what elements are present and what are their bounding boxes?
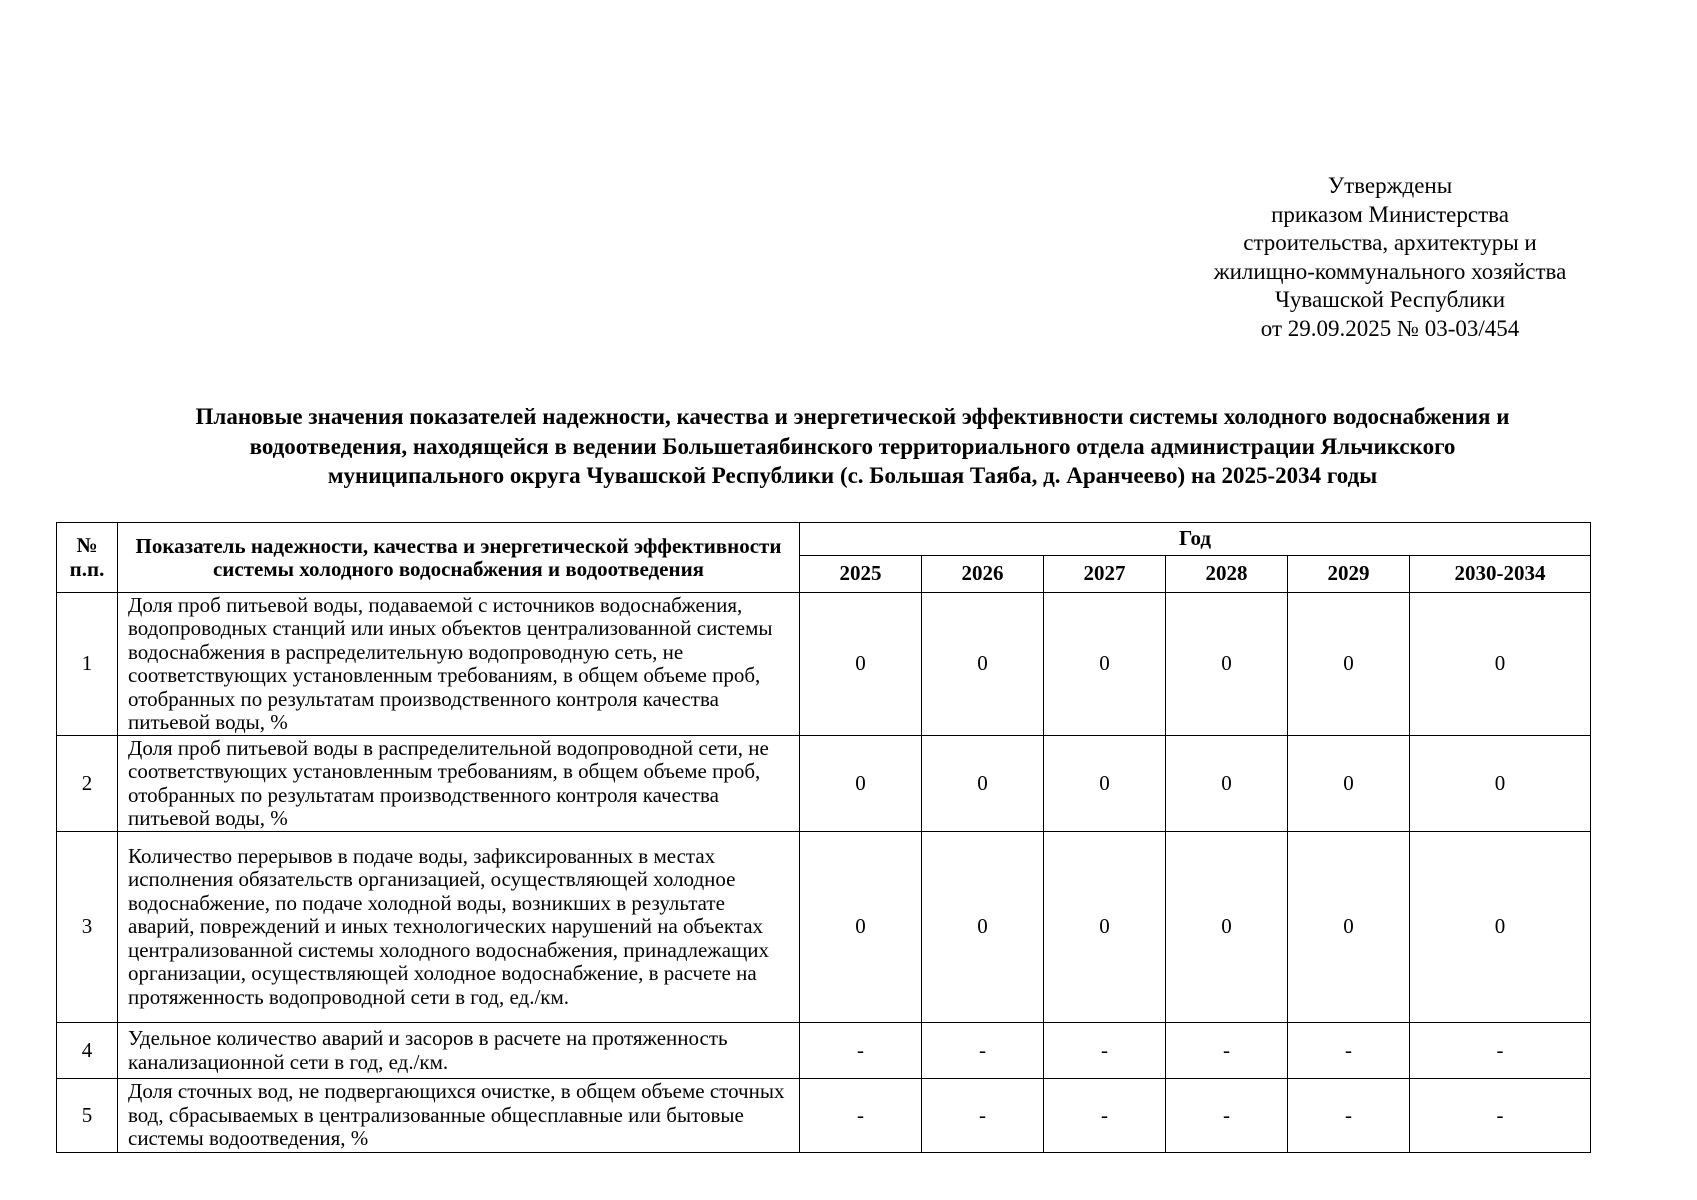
row-value: 0 <box>1044 593 1166 736</box>
row-value: 0 <box>922 593 1044 736</box>
row-value: - <box>1288 1079 1410 1153</box>
document-title <box>60 402 1645 491</box>
table-row <box>57 832 1591 1023</box>
row-value: 0 <box>1166 736 1288 832</box>
row-number: 3 <box>57 832 118 1023</box>
row-indicator: Количество перерывов в подаче воды, зафиксированных в местах исполнения обязательств организацией, осуществляющей холодное водоснабжение, по подаче холодной воды, возникших в результате аварий, повреждений и иных технологических нарушений на объектах централизованной системы холодного водоснабжения, принадлежащих организации, осуществляющей холодное водоснабжение, в расчете на протяженность водопроводной сети в год, ед./км. <box>118 832 800 1023</box>
col-header-num: № п.п. <box>57 523 118 593</box>
row-value: - <box>1044 1079 1166 1153</box>
approval-line: жилищно-коммунального хозяйства <box>1213 258 1567 284</box>
row-number: 1 <box>57 593 118 736</box>
approval-line: приказом Министерства <box>1271 201 1509 227</box>
row-value: 0 <box>1044 736 1166 832</box>
row-value: 0 <box>1410 832 1591 1023</box>
row-value: - <box>1410 1079 1591 1153</box>
approval-stamp <box>1150 172 1630 343</box>
row-value: - <box>922 1023 1044 1079</box>
row-value: - <box>1166 1079 1288 1153</box>
row-value: 0 <box>922 832 1044 1023</box>
col-header-year: 2030-2034 <box>1410 556 1591 593</box>
row-value: - <box>1044 1023 1166 1079</box>
row-indicator: Доля сточных вод, не подвергающихся очистке, в общем объеме сточных вод, сбрасываемых в централизованные общесплавные или бытовые системы водоотведения, % <box>118 1079 800 1153</box>
row-value: 0 <box>1410 593 1591 736</box>
approval-line: Чувашской Республики <box>1274 287 1506 312</box>
row-value: 0 <box>1288 832 1410 1023</box>
row-value: - <box>800 1079 922 1153</box>
approval-line: строительства, архитектуры и <box>1243 230 1537 255</box>
col-header-indicator: Показатель надежности, качества и энергетической эффективности системы холодного водоснабжения и водоотведения <box>118 523 800 593</box>
indicators-table <box>56 522 1591 1153</box>
row-value: 0 <box>1288 593 1410 736</box>
row-value: 0 <box>800 832 922 1023</box>
table-row <box>57 1023 1591 1079</box>
row-value: - <box>922 1079 1044 1153</box>
col-header-year: 2025 <box>800 556 922 593</box>
row-value: 0 <box>800 593 922 736</box>
title-line: муниципального округа Чувашской Республики (с. Большая Таяба, д. Аранчеево) на 2025-2034 годы <box>327 463 1378 488</box>
row-number: 2 <box>57 736 118 832</box>
table-row <box>57 736 1591 832</box>
row-indicator: Удельное количество аварий и засоров в расчете на протяженность канализационной сети в год, ед./км. <box>118 1023 800 1079</box>
row-number: 4 <box>57 1023 118 1079</box>
col-header-year: 2027 <box>1044 556 1166 593</box>
title-line: водоотведения, находящейся в ведении Большетаябинского территориального отдела администрации Яльчикского <box>249 433 1456 459</box>
row-indicator: Доля проб питьевой воды, подаваемой с источников водоснабжения, водопроводных станций или иных объектов централизованной системы водоснабжения в распределительную водопроводную сеть, не соответствующих установленным требованиям, в общем объеме проб, отобранных по результатам производственного контроля качества питьевой воды, % <box>118 593 800 736</box>
col-header-year: 2026 <box>922 556 1044 593</box>
title-line: Плановые значения показателей надежности, качества и энергетической эффективности системы холодного водоснабжения и <box>195 404 1510 429</box>
approval-order-number: от 29.09.2025 № 03-03/454 <box>1260 315 1520 341</box>
table-row <box>57 1079 1591 1153</box>
row-value: 0 <box>1288 736 1410 832</box>
row-value: - <box>1410 1023 1591 1079</box>
table-header-row <box>57 523 1591 556</box>
approval-line: Утверждены <box>1327 173 1453 198</box>
row-value: 0 <box>1044 832 1166 1023</box>
row-value: 0 <box>1166 832 1288 1023</box>
col-header-year: 2029 <box>1288 556 1410 593</box>
row-value: 0 <box>1166 593 1288 736</box>
col-header-year: 2028 <box>1166 556 1288 593</box>
table-row <box>57 593 1591 736</box>
row-value: - <box>1288 1023 1410 1079</box>
row-indicator: Доля проб питьевой воды в распределительной водопроводной сети, не соответствующих установленным требованиям, в общем объеме проб, отобранных по результатам производственного контроля качества питьевой воды, % <box>118 736 800 832</box>
row-number: 5 <box>57 1079 118 1153</box>
row-value: - <box>800 1023 922 1079</box>
row-value: - <box>1166 1023 1288 1079</box>
row-value: 0 <box>800 736 922 832</box>
col-header-year-group: Год <box>800 523 1591 556</box>
row-value: 0 <box>922 736 1044 832</box>
row-value: 0 <box>1410 736 1591 832</box>
